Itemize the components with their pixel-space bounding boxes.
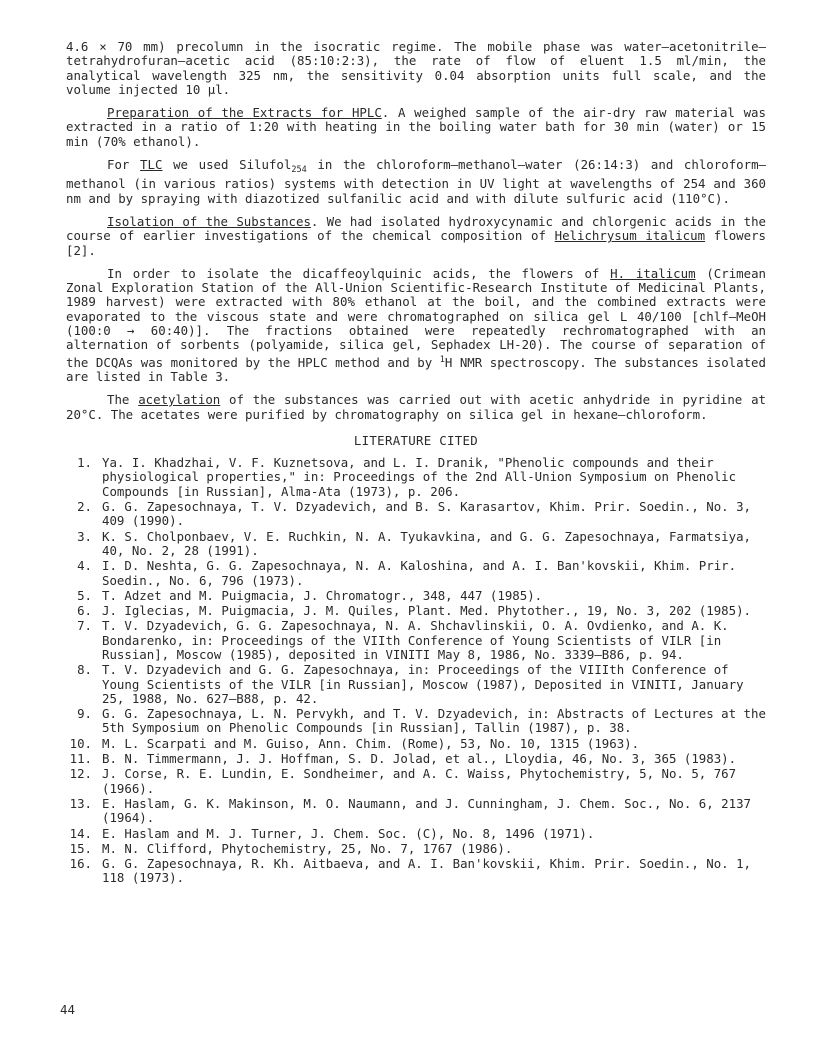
reference-text: T. V. Dzyadevich, G. G. Zapesochnaya, N. A. Shchavlinskii, O. A. Ovdienko, and A. K. Bondarenko, in: Proceedings of the VIIth Conference of Young Scientists of VILR [in Russian], Moscow (1985), deposited in VINITI May 8, 1986, No. 3339–B86, p. 94. xyxy=(102,618,729,662)
reference-text: E. Haslam and M. J. Turner, J. Chem. Soc. (C), No. 8, 1496 (1971). xyxy=(102,825,595,841)
reference-number: 3. xyxy=(77,528,92,544)
reference-item xyxy=(66,842,766,856)
reference-number: 5. xyxy=(77,587,92,603)
references-title: LITERATURE CITED xyxy=(353,432,479,448)
paragraph-extract-preparation: Preparation of the Extracts for HPLC. A weighed sample of the air-dry raw material was extracted in a ratio of 1:20 with heating in the boiling water bath for 30 min (water) or 15 min (70% ethanol). xyxy=(66,105,766,149)
reference-text: G. G. Zapesochnaya, L. N. Pervykh, and T. V. Dzyadevich, in: Abstracts of Lectures at the 5th Symposium on Phenolic Compounds [in Russian], Tallin (1987), p. 38. xyxy=(102,706,766,736)
reference-item xyxy=(66,559,766,588)
references-list xyxy=(66,456,766,886)
page-number: 44 xyxy=(60,1002,75,1017)
reference-item xyxy=(66,827,766,841)
reference-number: 14. xyxy=(69,825,92,841)
reference-text: T. V. Dzyadevich and G. G. Zapesochnaya, in: Proceedings of the VIIIth Conference of Young Scientists of the VILR [in Russian], Moscow (1987), Deposited in VINITI, January 25, 1988, No. 627–B88, p. 42. xyxy=(102,662,744,706)
paragraph-acetylation: The acetylation of the substances was carried out with acetic anhydride in pyridine at 20°C. The acetates were purified by chromatography on silica gel in hexane–chloroform. xyxy=(66,392,766,422)
reference-text: B. N. Timmermann, J. J. Hoffman, S. D. Jolad, et al., Lloydia, 46, No. 3, 365 (1983). xyxy=(102,751,737,767)
reference-text: J. Corse, R. E. Lundin, E. Sondheimer, and A. C. Waiss, Phytochemistry, 5, No. 5, 767 (1966). xyxy=(102,766,737,796)
reference-item xyxy=(66,456,766,499)
paragraph-dicaffeoylquinic-isolation: In order to isolate the dicaffeoylquinic acids, the flowers of H. italicum (Crimean Zonal Exploration Station of the All-Union Scientific-Research Institute of Medicinal Plants, 1989 harvest) were extracted with 80% ethanol at the boil, and the combined extracts were evaporated to the viscous state and were chromatographed on silica gel L 40/100 [chlf–MeOH (100:0 → 60:40)]. The fractions obtained were repeatedly rechromatographed with an alternation of sorbents (polyamide, silica gel, Sephadex LH-20). The course of separation of the DCQAs was monitored by the HPLC method and by $^1$H NMR spectroscopy. The substances isolated are listed in Table 3. xyxy=(66,265,767,384)
reference-number: 16. xyxy=(69,856,92,872)
reference-text: M. N. Clifford, Phytochemistry, 25, No. 7, 1767 (1986). xyxy=(102,840,513,856)
reference-number: 15. xyxy=(69,840,92,856)
reference-text: E. Haslam, G. K. Makinson, M. O. Naumann, and J. Cunningham, J. Chem. Soc., No. 6, 2137 (1964). xyxy=(102,795,752,826)
reference-number: 4. xyxy=(77,558,92,574)
reference-number: 7. xyxy=(77,618,92,634)
paragraph-tlc: For TLC we used Silufol$_{254}$ in the chloroform–methanol–water (26:14:3) and chloroform–methanol (in various ratios) systems with detection in UV light at wavelengths of 254 and 360 nm and by spraying with diazotized sulfanilic acid and with dilute sulfuric acid (110°C). xyxy=(66,157,766,206)
reference-text: T. Adzet and M. Puigmacia, J. Chromatogr., 348, 447 (1985). xyxy=(102,587,543,603)
reference-text: G. G. Zapesochnaya, T. V. Dzyadevich, and B. S. Karasartov, Khim. Prir. Soedin., No. 3, 409 (1990). xyxy=(102,499,752,529)
reference-item xyxy=(66,752,766,766)
paragraph-hplc-conditions: 4.6 × 70 mm) precolumn in the isocratic regime. The mobile phase was water–acetonitrile–tetrahydrofuran–acetic acid (85:10:2:3), the rate of flow of eluent 1.5 ml/min, the analytical wavelength 325 nm, the sensitivity 0.04 absorption units full scale, and the volume injected 10 μl. xyxy=(66,39,766,97)
reference-item xyxy=(66,767,766,796)
reference-text: J. Iglecias, M. Puigmacia, J. M. Quiles, Plant. Med. Phytother., 19, No. 3, 202 (1985). xyxy=(102,603,752,619)
reference-text: M. L. Scarpati and M. Guiso, Ann. Chim. (Rome), 53, No. 10, 1315 (1963). xyxy=(102,735,640,751)
reference-item xyxy=(66,737,766,751)
reference-number: 12. xyxy=(69,766,92,782)
species-name: Helichrysum italicum xyxy=(554,228,706,244)
reference-item xyxy=(66,604,766,618)
reference-text: G. G. Zapesochnaya, R. Kh. Aitbaeva, and A. I. Ban'kovskii, Khim. Prir. Soedin., No. 1, 118 (1973). xyxy=(102,856,752,886)
paragraph-isolation: Isolation of the Substances. We had isolated hydroxycynamic and chlorgenic acids in the course of earlier investigations of the chemical composition of Helichrysum italicum flowers [2]. xyxy=(66,213,766,258)
reference-number: 9. xyxy=(77,706,92,722)
nmr-superscript: 1 xyxy=(439,354,445,365)
silufol-subscript: 254 xyxy=(291,165,307,176)
reference-number: 6. xyxy=(77,603,92,619)
tlc-term: TLC xyxy=(140,157,163,173)
reference-text: K. S. Cholponbaev, V. E. Ruchkin, N. A. Tyukavkina, and G. G. Zapesochnaya, Farmatsiya, 40, No. 2, 28 (1991). xyxy=(102,528,752,558)
reference-item xyxy=(66,500,766,529)
reference-number: 8. xyxy=(77,662,92,678)
reference-item xyxy=(66,707,766,736)
reference-item xyxy=(66,797,766,826)
page-content xyxy=(66,40,766,887)
reference-number: 2. xyxy=(77,499,92,515)
reference-number: 10. xyxy=(69,735,92,751)
reference-text: Ya. I. Khadzhai, V. F. Kuznetsova, and L. I. Dranik, "Phenolic compounds and their physiological properties," in: Proceedings of the 2nd All-Union Symposium on Phenolic Compounds [in Russian], Alma-Ata (1973), p. 206. xyxy=(102,455,737,499)
reference-item xyxy=(66,857,766,886)
reference-item xyxy=(66,589,766,603)
reference-number: 1. xyxy=(77,455,92,471)
species-name-abbrev: H. italicum xyxy=(610,265,696,281)
section-heading-isolation: Isolation of the Substances xyxy=(107,213,311,229)
reference-item xyxy=(66,663,766,706)
reference-item xyxy=(66,619,766,662)
reference-item xyxy=(66,530,766,559)
section-heading-extract-preparation: Preparation of the Extracts for HPLC xyxy=(107,105,382,121)
reference-text: I. D. Neshta, G. G. Zapesochnaya, N. A. Kaloshina, and A. I. Ban'kovskii, Khim. Prir. Soedin., No. 6, 796 (1973). xyxy=(102,558,737,588)
acetylation-term: acetylation xyxy=(138,392,221,408)
reference-number: 11. xyxy=(69,751,92,767)
reference-number: 13. xyxy=(69,795,92,811)
